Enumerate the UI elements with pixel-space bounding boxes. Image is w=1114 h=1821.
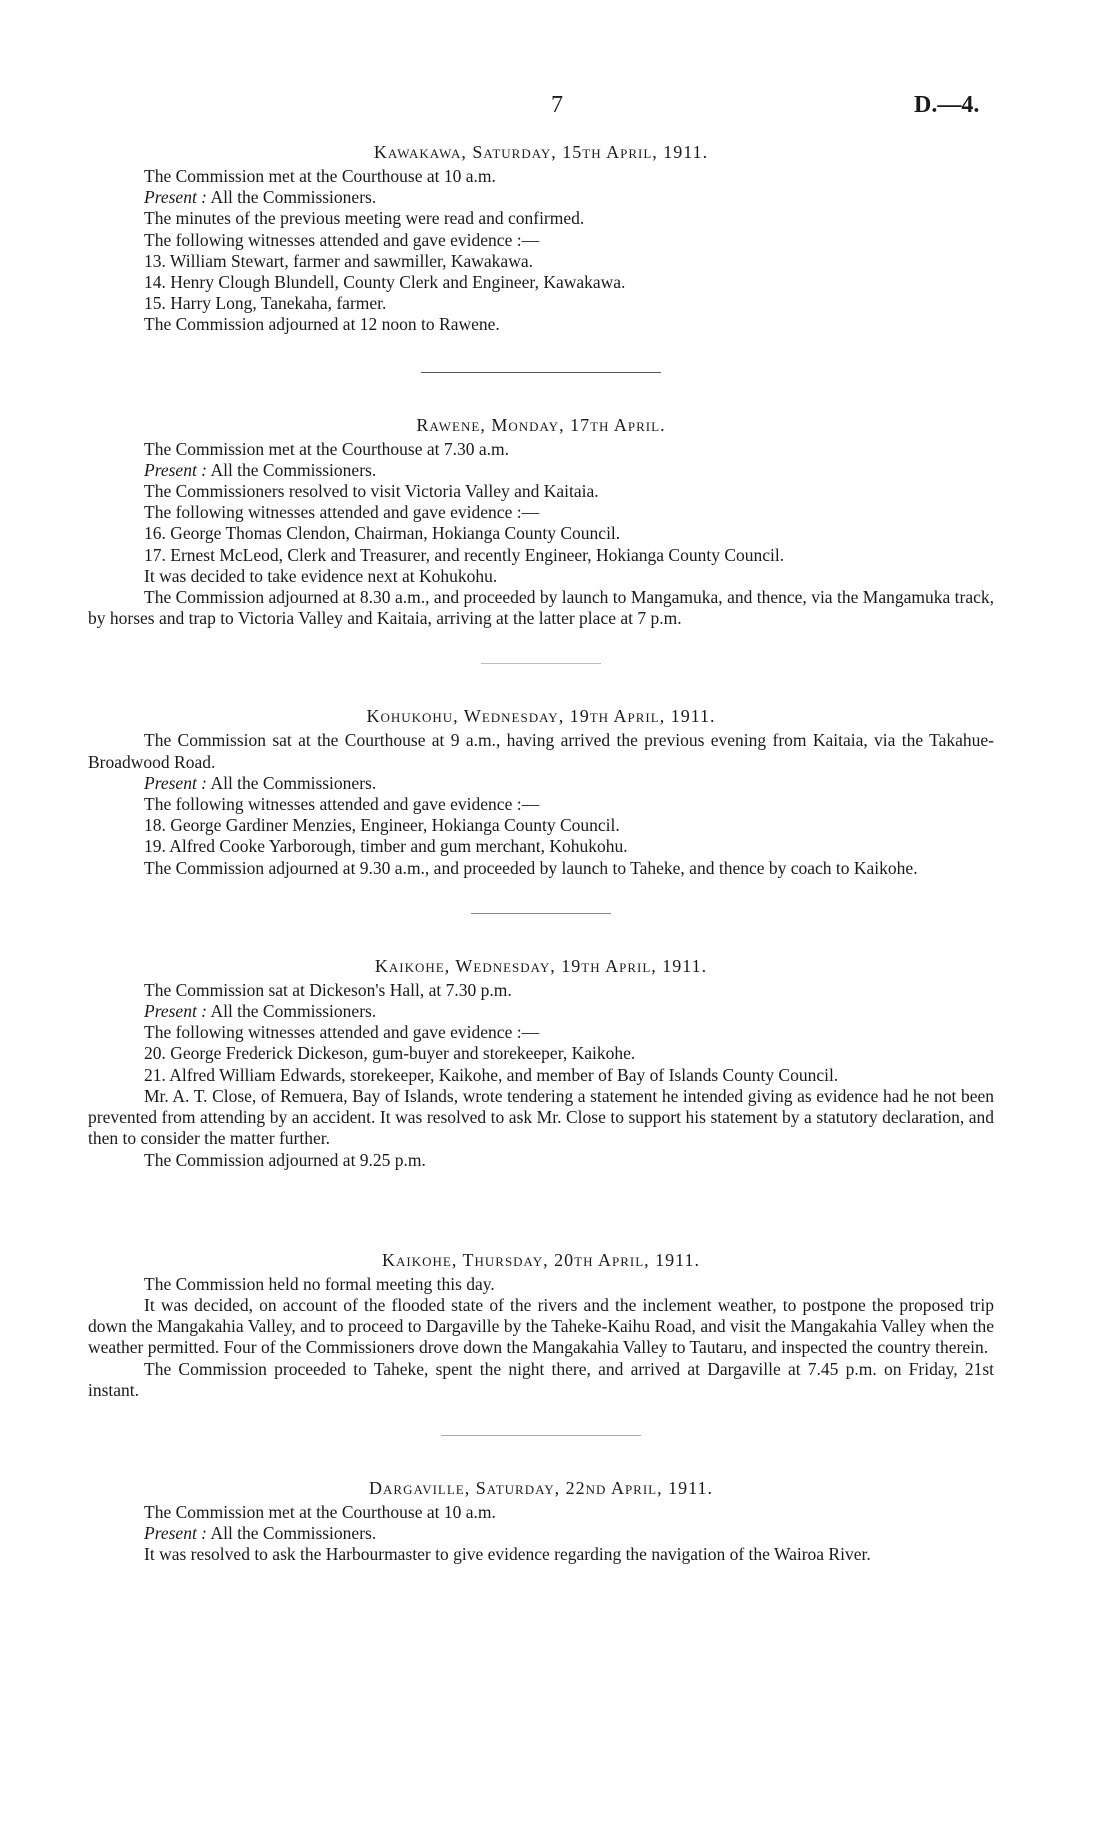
witness-entry: 16. George Thomas Clendon, Chairman, Hokianga County Council.: [144, 523, 621, 544]
section-kohukohu: [88, 704, 994, 878]
section-heading: Kawakawa, Saturday, 15th April, 1911.: [373, 142, 709, 162]
present-label: Present :: [144, 772, 208, 793]
present-text: All the Commissioners.: [210, 1523, 377, 1544]
section-divider: [421, 372, 661, 373]
section-heading: Kaikohe, Wednesday, 19th April, 1911.: [374, 955, 708, 976]
paragraph: The Commission proceeded to Taheke, spent the night there, and arrived at Dargaville at 7.45 p.m. on Friday, 21st instant.: [88, 1358, 994, 1400]
section-heading: Dargaville, Saturday, 22nd April, 1911.: [369, 1477, 713, 1498]
paragraph: The following witnesses attended and gave evidence :—: [144, 502, 540, 523]
witness-entry: 14. Henry Clough Blundell, County Clerk and Engineer, Kawakawa.: [144, 272, 626, 293]
paragraph: The Commissioners resolved to visit Victoria Valley and Kaitaia.: [144, 481, 599, 502]
paragraph: The Commission adjourned at 9.25 p.m.: [144, 1149, 426, 1170]
present-text: All the Commissioners.: [210, 187, 377, 208]
paragraph: The Commission met at the Courthouse at 10 a.m.: [144, 1501, 496, 1522]
paragraph: The Commission met at the Courthouse at 10 a.m.: [144, 166, 496, 186]
paragraph: The Commission sat at Dickeson's Hall, at 7.30 p.m.: [144, 979, 512, 1000]
witness-entry: 21. Alfred William Edwards, storekeeper, Kaikohe, and member of Bay of Islands County Council.: [144, 1064, 839, 1085]
witness-entry: 15. Harry Long, Tanekaha, farmer.: [144, 293, 387, 314]
paragraph: It was decided, on account of the flooded state of the rivers and the inclement weather, to postpone the proposed trip down the Mangakahia Valley, and to proceed to Dargaville by the Taheke-Kaihu Road, and visit the Mangakahia Valley when the weather permitted. Four of the Commissioners drove down the Mangakahia Valley to Tautaru, and inspected the country therein.: [88, 1294, 994, 1358]
present-label: Present :: [144, 1523, 208, 1544]
witness-entry: 20. George Frederick Dickeson, gum-buyer and storekeeper, Kaikohe.: [144, 1043, 636, 1064]
paragraph: The Commission adjourned at 12 noon to Rawene.: [144, 314, 500, 335]
document-reference: D.—4.: [914, 92, 980, 118]
section-divider: [481, 663, 601, 664]
present-line: [88, 460, 994, 481]
paragraph: The Commission adjourned at 9.30 a.m., and proceeded by launch to Taheke, and thence by coach to Kaikohe.: [144, 857, 918, 878]
paragraph: The minutes of the previous meeting were read and confirmed.: [144, 208, 585, 229]
section-kawakawa: [88, 140, 994, 336]
present-line: [88, 773, 994, 794]
paragraph: The following witnesses attended and gave evidence :—: [144, 229, 540, 250]
present-label: Present :: [144, 459, 208, 480]
paragraph: The Commission held no formal meeting this day.: [144, 1273, 495, 1294]
present-label: Present :: [144, 1001, 208, 1022]
paragraph: Mr. A. T. Close, of Remuera, Bay of Islands, wrote tendering a statement he intended giving as evidence had he not been prevented from attending by an accident. It was resolved to ask Mr. Close to support his statement by a statutory declaration, and then to consider the matter further.: [88, 1085, 994, 1149]
witness-entry: 19. Alfred Cooke Yarborough, timber and gum merchant, Kohukohu.: [144, 836, 628, 857]
section-rawene: [88, 413, 994, 630]
paragraph: The Commission met at the Courthouse at 7.30 a.m.: [144, 438, 510, 459]
minutes-body: [88, 140, 994, 1566]
paragraph: It was resolved to ask the Harbourmaster to give evidence regarding the navigation of the Wairoa River.: [144, 1544, 871, 1565]
present-label: Present :: [144, 187, 208, 208]
section-heading: Rawene, Monday, 17th April.: [416, 414, 666, 435]
present-line: [88, 187, 994, 208]
present-text: All the Commissioners.: [210, 772, 377, 793]
section-dargaville: [88, 1476, 994, 1566]
witness-entry: 18. George Gardiner Menzies, Engineer, Hokianga County Council.: [144, 815, 620, 836]
paragraph: The following witnesses attended and gave evidence :—: [144, 794, 540, 815]
present-line: [88, 1001, 994, 1022]
section-kaikohe-wednesday: [88, 954, 994, 1171]
witness-entry: 13. William Stewart, farmer and sawmiller, Kawakawa.: [144, 250, 533, 271]
section-divider: [471, 913, 611, 914]
paragraph: The following witnesses attended and gave evidence :—: [144, 1022, 540, 1043]
section-heading: Kohukohu, Wednesday, 19th April, 1911.: [366, 706, 716, 727]
paragraph: It was decided to take evidence next at Kohukohu.: [144, 565, 498, 586]
present-line: [88, 1523, 994, 1544]
paragraph: The Commission adjourned at 8.30 a.m., and proceeded by launch to Mangamuka, and thence, via the Mangamuka track, by horses and trap to Victoria Valley and Kaitaia, arriving at the latter place at 7 p.m.: [88, 587, 994, 629]
page-number: 7: [551, 92, 563, 118]
paragraph: The Commission sat at the Courthouse at 9 a.m., having arrived the previous evening from Kaitaia, via the Takahue-Broadwood Road.: [88, 730, 994, 772]
section-heading: Kaikohe, Thursday, 20th April, 1911.: [382, 1249, 700, 1270]
section-kaikohe-thursday: [88, 1248, 994, 1401]
present-text: All the Commissioners.: [210, 1001, 377, 1022]
witness-entry: 17. Ernest McLeod, Clerk and Treasurer, and recently Engineer, Hokianga County Council.: [144, 544, 785, 565]
section-divider: [441, 1435, 641, 1436]
present-text: All the Commissioners.: [210, 459, 377, 480]
